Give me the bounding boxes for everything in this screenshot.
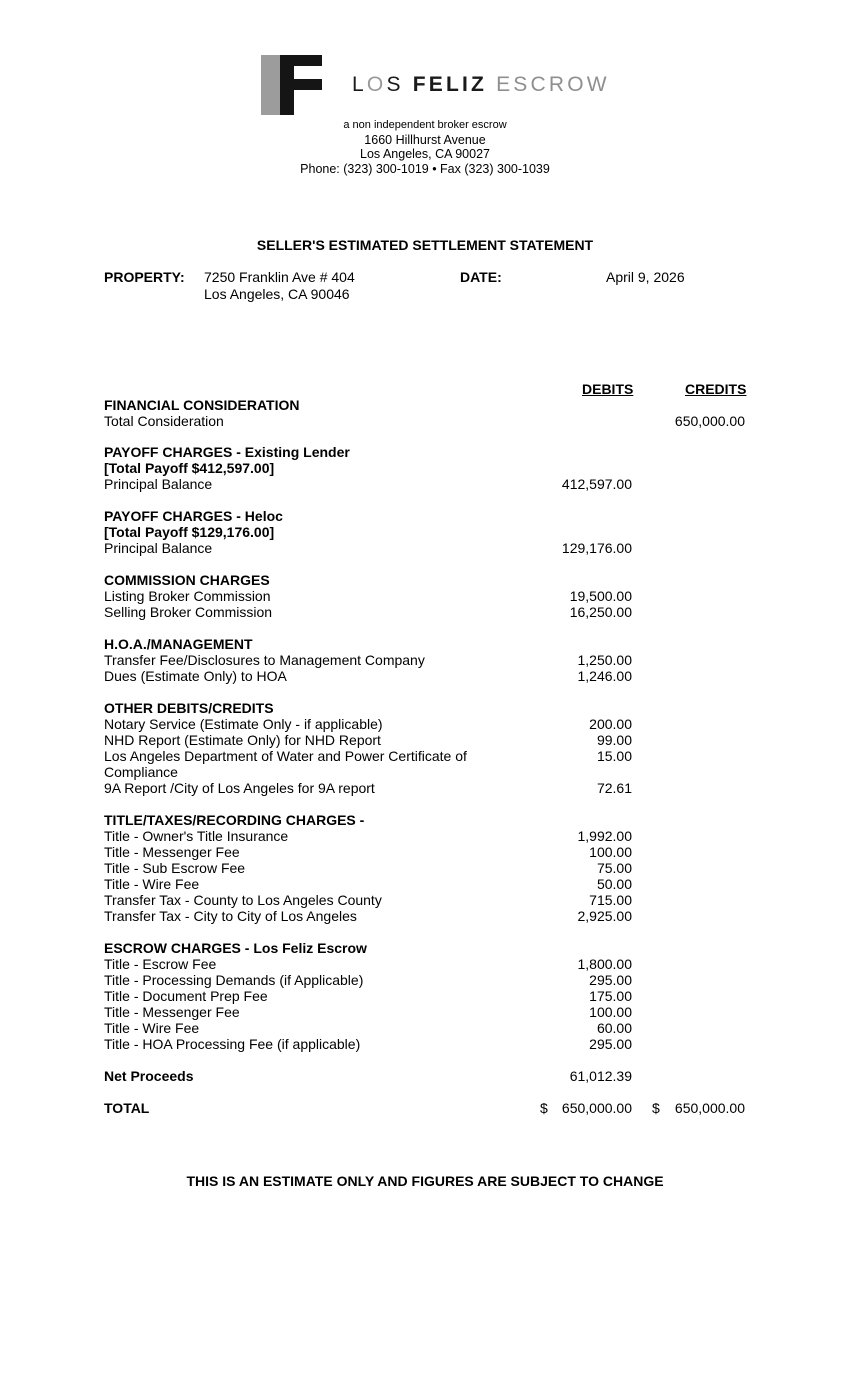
table-row: Transfer Fee/Disclosures to Management Company 1,250.00 xyxy=(104,652,632,668)
company-phone: Phone: (323) 300-1019 • Fax (323) 300-1039 xyxy=(300,161,550,176)
section-heading: H.O.A./MANAGEMENT xyxy=(104,636,253,652)
table-row: Title - Sub Escrow Fee 75.00 xyxy=(104,860,632,876)
section-heading: ESCROW CHARGES - Los Feliz Escrow xyxy=(104,940,367,956)
table-row: Los Angeles Department of Water and Power Certificate of Compliance 15.00 xyxy=(104,748,632,780)
section-heading: FINANCIAL CONSIDERATION xyxy=(104,397,300,413)
section-heading: PAYOFF CHARGES - Existing Lender xyxy=(104,444,350,460)
table-row: Selling Broker Commission 16,250.00 xyxy=(104,604,632,620)
company-wordmark xyxy=(352,73,610,97)
wordmark-escrow: ESCROW xyxy=(496,73,610,96)
table-row: Principal Balance 412,597.00 xyxy=(104,476,632,492)
table-row: Title - Owner's Title Insurance 1,992.00 xyxy=(104,828,632,844)
table-row: Title - Processing Demands (if Applicable) 295.00 xyxy=(104,972,632,988)
company-city: Los Angeles, CA 90027 xyxy=(360,147,490,161)
section-heading: PAYOFF CHARGES - Heloc xyxy=(104,508,283,524)
company-street: 1660 Hillhurst Avenue xyxy=(364,132,486,147)
net-proceeds-row: Net Proceeds 61,012.39 xyxy=(104,1068,632,1084)
table-row: Principal Balance 129,176.00 xyxy=(104,540,632,556)
table-row: Total Consideration 650,000.00 xyxy=(104,413,745,429)
table-row: Title - Document Prep Fee 175.00 xyxy=(104,988,632,1004)
table-row: Title - Messenger Fee 100.00 xyxy=(104,844,632,860)
section-heading: OTHER DEBITS/CREDITS xyxy=(104,700,274,716)
section-heading: COMMISSION CHARGES xyxy=(104,572,270,588)
table-row: Title - Wire Fee 60.00 xyxy=(104,1020,632,1036)
section-subheading: [Total Payoff $129,176.00] xyxy=(104,524,275,540)
table-row: Title - Wire Fee 50.00 xyxy=(104,876,632,892)
property-line2: Los Angeles, CA 90046 xyxy=(204,286,350,302)
table-row: Title - HOA Processing Fee (if applicable) 295.00 xyxy=(104,1036,632,1052)
wordmark-feliz: FELIZ xyxy=(412,73,488,96)
debits-header: DEBITS xyxy=(582,381,634,397)
table-row: Title - Escrow Fee 1,800.00 xyxy=(104,956,632,972)
total-row: TOTAL $ 650,000.00 $ 650,000.00 xyxy=(104,1100,745,1116)
wordmark-o: O xyxy=(366,73,387,96)
section-heading: TITLE/TAXES/RECORDING CHARGES - xyxy=(104,812,365,828)
wordmark-l: L xyxy=(352,73,367,96)
estimate-disclaimer: THIS IS AN ESTIMATE ONLY AND FIGURES ARE SUBJECT TO CHANGE xyxy=(186,1173,664,1189)
date-value: April 9, 2026 xyxy=(606,269,685,285)
table-row: 9A Report /City of Los Angeles for 9A report 72.61 xyxy=(104,780,632,796)
company-address xyxy=(0,118,850,176)
credits-header: CREDITS xyxy=(685,381,747,397)
table-row: Transfer Tax - City to City of Los Angeles 2,925.00 xyxy=(104,908,632,924)
statement-title: SELLER'S ESTIMATED SETTLEMENT STATEMENT xyxy=(256,237,594,253)
company-tagline: a non independent broker escrow xyxy=(343,119,507,131)
table-row: NHD Report (Estimate Only) for NHD Report 99.00 xyxy=(104,732,632,748)
table-row: Dues (Estimate Only) to HOA 1,246.00 xyxy=(104,668,632,684)
los-feliz-logo-icon xyxy=(261,55,322,115)
table-row: Transfer Tax - County to Los Angeles County 715.00 xyxy=(104,892,632,908)
property-line1: 7250 Franklin Ave # 404 xyxy=(204,269,355,285)
table-row: Title - Messenger Fee 100.00 xyxy=(104,1004,632,1020)
property-label: PROPERTY: xyxy=(104,269,185,285)
table-row: Notary Service (Estimate Only - if applicable) 200.00 xyxy=(104,716,632,732)
table-row: Listing Broker Commission 19,500.00 xyxy=(104,588,632,604)
wordmark-s: S xyxy=(386,73,404,96)
section-subheading: [Total Payoff $412,597.00] xyxy=(104,460,275,476)
date-label: DATE: xyxy=(460,269,502,285)
